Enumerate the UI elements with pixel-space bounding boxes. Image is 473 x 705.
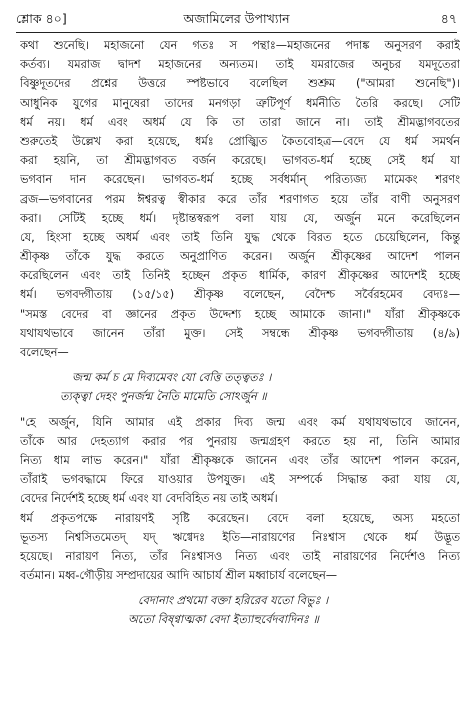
- text-line: ধর্ম প্রকৃতপক্ষে নারায়ণই সৃষ্টি করেছেন। বেদে বলা হয়েছে, অস্য মহতো: [20, 511, 460, 525]
- text-line: ধর্ম নয়। ধর্ম এবং অধর্ম যে কি তা তারা জানে না। তাই শ্রীমদ্ভাগবতের: [20, 115, 460, 129]
- text-line: করেছিলেন এবং তাই তিনিই হচ্ছেন প্রকৃত ধার্মিক, কারণ শ্রীকৃষ্ণের আদেশই হচ্ছে: [20, 269, 460, 283]
- page-number: ৪৭: [440, 11, 457, 26]
- text-line: বলেছেন—: [20, 346, 69, 359]
- verse-line: বেদানাং প্রথমো বক্তা হরিরেব যতো বিভুঃ ।: [138, 594, 329, 608]
- verse-reference: শ্লোক ৪০]: [16, 11, 67, 26]
- text-line: তাঁকে আর দেহত্যাগ করার পর পুনরায় জন্মগ্রহণ করতে হয় না, তিনি আমার: [20, 434, 460, 448]
- text-line: হয়েছে। নারায়ণ নিত্য, তাঁর নিঃশ্বাসও নিত্য এবং তাই নারায়ণের নির্দেশও নিত্য: [20, 549, 460, 563]
- paragraph-2: [20, 413, 460, 509]
- text-line: করা। সেটিই হচ্ছে ধর্ম। দৃষ্টান্তস্বরূপ বলা যায় যে, অর্জুন মনে করেছিলেন: [20, 211, 460, 225]
- text-line: বেদের নির্দেশই হচ্ছে ধর্ম এবং যা বেদবিহিত নয় তাই অধর্ম।: [20, 492, 278, 506]
- verse-line: জন্ম কর্ম চ মে দিব্যমেবং যো বেত্তি তত্ত্বতঃ ।: [72, 371, 272, 385]
- text-line: আধুনিক যুগের মানুষেরা তাদের মনগড়া ত্রুটিপূর্ণ ধর্মনীতি তৈরি করছে। সেটি: [20, 96, 460, 110]
- sanskrit-verse-2: [20, 591, 460, 629]
- text-line: "সমস্ত বেদের বা জ্ঞানের প্রকৃত উদ্দেশ্য হচ্ছে আমাকে জানা।" যাঁরা শ্রীকৃষ্ণকে: [20, 307, 460, 321]
- text-line: ব্রজ—ভগবানের পরম ঈশ্বরত্ব স্বীকার করে তাঁর শরণাগত হয়ে তাঁর বাণী অনুসরণ: [20, 192, 460, 206]
- text-line: তাঁরাই ভগবদ্ধামে ফিরে যাওয়ার উপযুক্ত। এই সম্পর্কে সিদ্ধান্ত করা যায় যে,: [20, 473, 460, 487]
- verse-line: ত্যক্ত্বা দেহং পুনর্জন্ম নৈতি মামেতি সোঽর্জুন ॥: [60, 390, 267, 404]
- text-line: নিত্য ধাম লাভ করেন।" যাঁরা শ্রীকৃষ্ণকে জানেন এবং তাঁর আদেশ পালন করেন,: [20, 453, 460, 467]
- text-line: যে, হিংসা হচ্ছে অধর্ম এবং তাই তিনি যুদ্ধ থেকে বিরত হতে চেয়েছিলেন, কিন্তু: [20, 230, 460, 244]
- text-line: বিষ্ণুদূতদের প্রশ্নের উত্তরে স্পষ্টভাবে বলেছিল শুশ্রুম ("আমরা শুনেছি")।: [20, 77, 460, 91]
- text-line: শ্রীকৃষ্ণ তাঁকে যুদ্ধ করতে অনুপ্রাণিত করেন। অর্জুন শ্রীকৃষ্ণের আদেশ পালন: [20, 250, 460, 264]
- text-line: ভূতস্য নিশ্বসিতমেতদ্ যদ্ ঋগ্বেদঃ ইতি—নারায়ণের নিঃশ্বাস থেকে ধর্ম উদ্ভূত: [20, 530, 460, 544]
- text-line: কথা শুনেছি। মহাজনো যেন গতঃ স পন্থাঃ—মহাজনের পদাঙ্ক অনুসরণ করাই: [20, 39, 460, 52]
- text-line: শুরুতেই উল্লেখ করা হয়েছে, ধর্মঃ প্রোজ্ঝিত কৈতবোহত্র—বেদে যে ধর্ম সমর্থন: [20, 134, 460, 148]
- chapter-title: অজামিলের উপাখ্যান: [183, 11, 290, 26]
- verse-line: অতো বিষ্ণ্বাত্মকা বেদা ইত্যাহুর্বেদবাদিনঃ ॥: [128, 613, 319, 627]
- text-line: কর্তব্য। যমরাজ দ্বাদশ মহাজনের অন্যতম। তাই যমরাজের অনুচর যমদূতেরা: [20, 58, 460, 72]
- text-line: যথাযথভাবে জানেন তাঁরা মুক্ত। সেই সম্বন্ধে শ্রীকৃষ্ণ ভগবদ্গীতায় (৪/৯): [20, 326, 460, 340]
- paragraph-1: [20, 36, 460, 362]
- text-line: ভগবান দান করেছেন। ভাগবত-ধর্ম হচ্ছে সর্বধর্মান্ পরিত্যজ্য মামেকং শরণং: [20, 173, 460, 187]
- paragraph-3: [20, 509, 460, 586]
- page-header: [16, 8, 457, 30]
- header-rule: [16, 32, 457, 33]
- text-line: বর্তমান। মধ্ব-গৌড়ীয় সম্প্রদায়ের আদি আচার্য শ্রীল মধ্বাচার্য বলেছেন—: [20, 569, 338, 583]
- text-line: "হে অর্জুন, যিনি আমার এই প্রকার দিব্য জন্ম এবং কর্ম যথাযথভাবে জানেন,: [20, 415, 460, 429]
- text-line: করা হয়নি, তা শ্রীমদ্ভাগবত বর্জন করেছে। ভাগবত-ধর্ম হচ্ছে সেই ধর্ম যা: [20, 154, 460, 168]
- text-line: ধর্ম। ভগবদ্গীতায় (১৫/১৫) শ্রীকৃষ্ণ বলেছেন, বেদৈশ্চ সর্বৈরহমেব বেদ্যঃ—: [20, 288, 460, 302]
- sanskrit-verse-1: [20, 368, 460, 406]
- page-body: [20, 36, 460, 630]
